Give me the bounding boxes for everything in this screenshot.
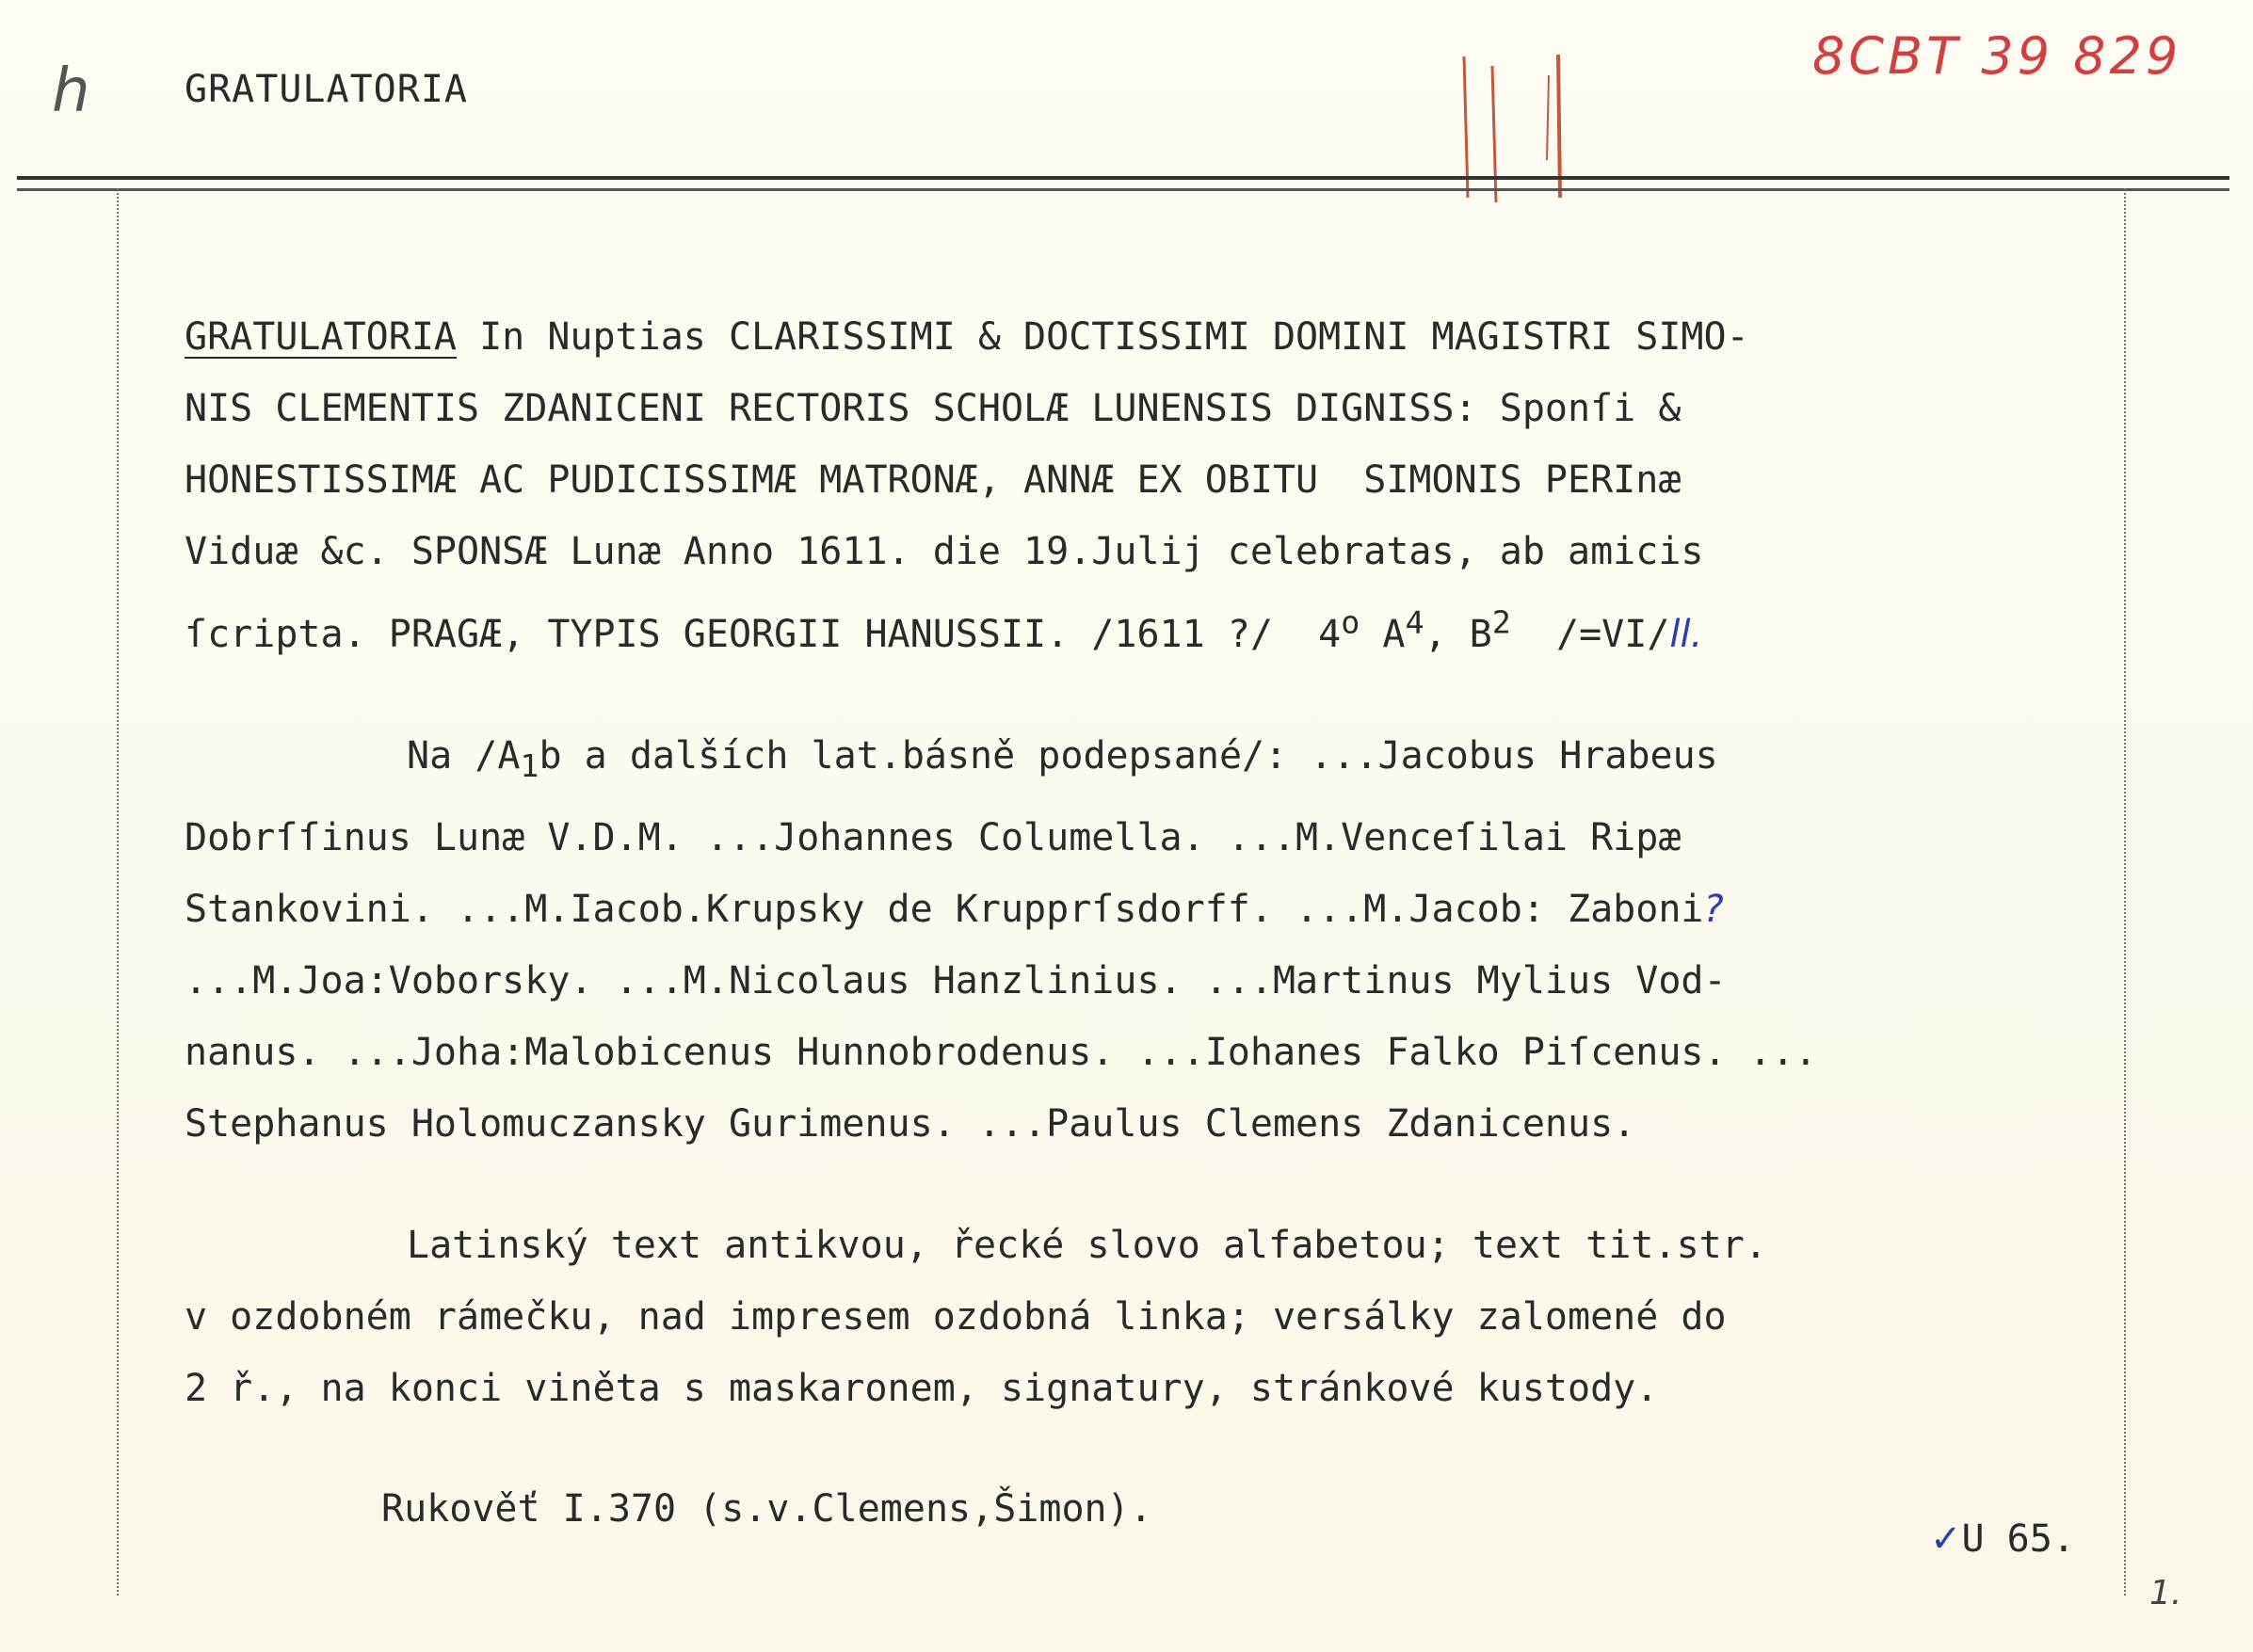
- contributors-line-2: Dobrſſinus Lunæ V.D.M. ...Johannes Columella. ...M.Venceſilai Ripæ: [185, 816, 1682, 860]
- contrib-first: b a dalších lat.básně podepsané/: ...Jacobus Hrabeus: [539, 734, 1718, 778]
- contributors-line-4: ...M.Joa:Voborsky. ...M.Nicolaus Hanzlinius. ...Martinus Mylius Vod-: [185, 959, 1727, 1003]
- contributors-line-1: [185, 720, 1718, 802]
- sig-a-sup: 4: [1405, 604, 1424, 641]
- title-line-2: NIS CLEMENTIS ZDANICENI RECTORIS SCHOLÆ LUNENSIS DIGNISS: Sponſi &: [185, 387, 1682, 430]
- header-rule: [17, 176, 2229, 191]
- imprint-text: ſcripta. PRAGÆ, TYPIS GEORGII HANUSSII. /1611 ?/ 4: [185, 613, 1342, 657]
- shelf-code: [1930, 1517, 2075, 1561]
- title-line-5: [185, 604, 1703, 657]
- description-line-1: Latinský text antikvou, řecké slovo alfabetou; text tit.str.: [407, 1224, 1767, 1268]
- description-line-3: 2 ř., na konci viněta s maskaronem, signatury, stránkové kustody.: [185, 1367, 1659, 1411]
- contributors-line-3: Stankovini. ...M.Iacob.Krupsky de Krupprſsdorff. ...M.Jacob: Zaboni: [185, 888, 1704, 932]
- handwritten-ll-mark: ll.: [1669, 613, 1703, 657]
- handwritten-question-mark: ?: [1703, 888, 1724, 932]
- call-number-handwritten: 8CBT 39 829: [1812, 26, 2182, 86]
- card-header-title: GRATULATORIA: [185, 68, 468, 111]
- entry-lead-word: GRATULATORIA: [185, 315, 457, 359]
- format-sup: o: [1341, 604, 1360, 641]
- sig-b-sup: 2: [1491, 604, 1511, 641]
- page-number-handwritten: 1.: [2149, 1574, 2182, 1612]
- check-icon: ✓: [1930, 1517, 1962, 1561]
- contrib-sub: 1: [520, 747, 539, 785]
- sig-a: A: [1360, 613, 1406, 657]
- description-paragraph: [185, 1210, 2086, 1424]
- reference-citation: Rukověť I.370 (s.v.Clemens,Šimon).: [381, 1487, 1152, 1531]
- contributors-line-5: nanus. ...Joha:Malobicenus Hunnobrodenus. ...Iohanes Falko Piſcenus. ...: [185, 1031, 1817, 1075]
- left-margin-line: [117, 188, 119, 1596]
- title-paragraph: [185, 301, 2086, 670]
- entry-body: [185, 301, 2086, 1424]
- corner-handwritten-mark: h: [52, 56, 90, 126]
- contributors-line-6: Stephanus Holomuczansky Gurimenus. ...Paulus Clemens Zdanicenus.: [185, 1102, 1636, 1147]
- title-line-1: In Nuptias CLARISSIMI & DOCTISSIMI DOMINI MAGISTRI SIMO-: [456, 315, 1749, 359]
- title-line-4: Viduæ &c. SPONSÆ Lunæ Anno 1611. die 19.Julij celebratas, ab amicis: [185, 530, 1704, 573]
- title-line-3: HONESTISSIMÆ AC PUDICISSIMÆ MATRONÆ, ANNÆ EX OBITU SIMONIS PERInæ: [185, 458, 1682, 502]
- description-line-2: v ozdobném rámečku, nad impresem ozdobná linka; versálky zalomené do: [185, 1295, 1727, 1339]
- sig-b: , B: [1424, 613, 1492, 657]
- contributors-paragraph: [185, 720, 2086, 1160]
- contrib-intro: Na /A: [407, 734, 521, 778]
- leaves-count: /=VI/: [1510, 613, 1670, 657]
- shelf-code-text: U 65.: [1961, 1517, 2075, 1561]
- right-margin-line: [2124, 188, 2126, 1596]
